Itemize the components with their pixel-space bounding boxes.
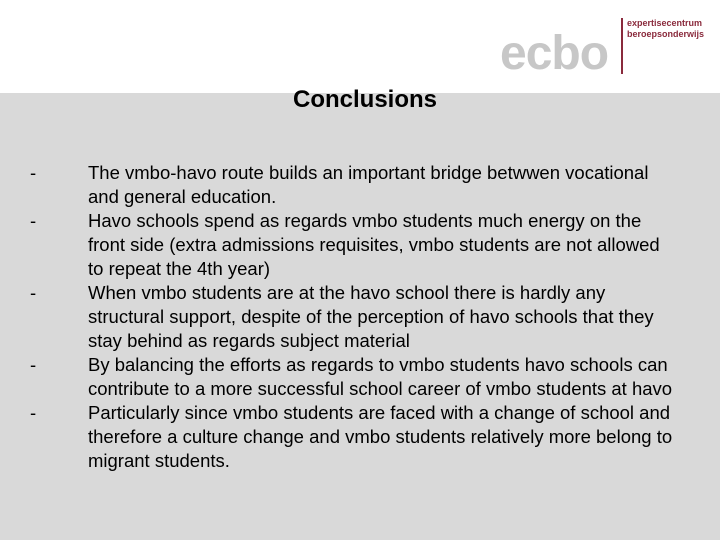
bullet-marker: - [30, 282, 37, 303]
slide-title: Conclusions [292, 86, 437, 113]
logo-divider [621, 18, 623, 74]
list-item-text: When vmbo students are at the havo school there is hardly any structural support, despite of the perception of havo schools that they stay behind as regards subject material [88, 282, 654, 351]
bullet-marker: - [30, 402, 37, 423]
bullet-marker: - [30, 210, 37, 231]
list-item-text: Particularly since vmbo students are faced with a change of school and therefore a culture change and vmbo students relatively more belong to migrant students. [88, 402, 673, 471]
list-item-text: The vmbo-havo route builds an important bridge betwwen vocational and general education. [88, 162, 649, 207]
logo-subtitle-line2: beroepsonderwijs [627, 29, 705, 39]
slide-header [0, 0, 720, 93]
ecbo-logo [500, 18, 705, 80]
list-item [30, 353, 680, 401]
conclusions-list [30, 161, 680, 473]
list-item-text: By balancing the efforts as regards to vmbo students havo schools can contribute to a more successful school career of vmbo students at havo [88, 354, 673, 399]
list-item [30, 209, 680, 281]
logo-mark: ecbo [500, 27, 609, 80]
list-item [30, 281, 680, 353]
list-item [30, 401, 680, 473]
logo-subtitle-line1: expertisecentrum [627, 18, 703, 28]
list-item [30, 161, 680, 209]
bullet-marker: - [30, 354, 37, 375]
bullet-marker: - [30, 162, 37, 183]
list-item-text: Havo schools spend as regards vmbo students much energy on the front side (extra admissions requisites, vmbo students are not allowed to repeat the 4th year) [88, 210, 660, 279]
logo-subtitle [627, 18, 704, 40]
